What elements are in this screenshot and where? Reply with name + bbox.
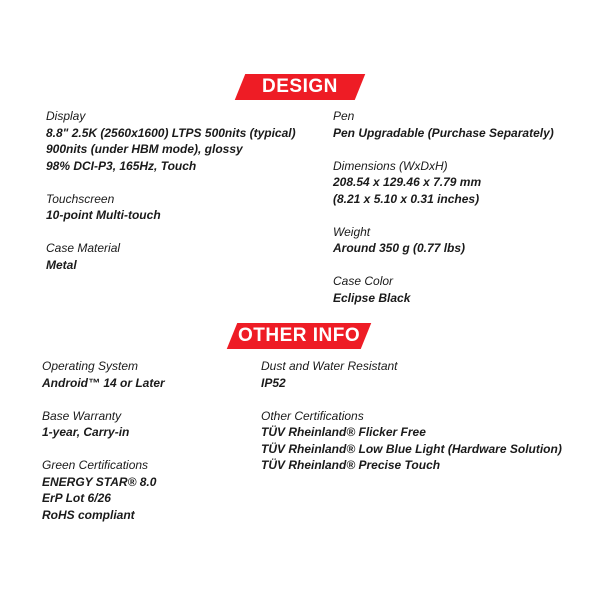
spec-value: Android™ 14 or Later [42, 375, 165, 390]
spec-group [261, 408, 562, 474]
spec-group [46, 191, 296, 224]
spec-label: Case Material [46, 241, 121, 255]
other-info-heading: OTHER INFO [237, 325, 361, 346]
spec-value: 98% DCI-P3, 165Hz, Touch [46, 158, 197, 173]
spec-group [42, 457, 165, 523]
spec-label: Base Warranty [42, 408, 122, 423]
spec-value: 1-year, Carry-in [42, 425, 130, 439]
design-heading-banner [235, 74, 366, 100]
spec-value: TÜV Rheinland® Precise Touch [261, 458, 441, 472]
spec-group [42, 358, 165, 391]
spec-value: RoHS compliant [42, 507, 135, 522]
spec-label: Touchscreen [46, 191, 115, 206]
spec-value: 8.8" 2.5K (2560x1600) LTPS 500nits (typical) [46, 125, 296, 140]
other-info-right-column [261, 358, 562, 474]
design-left-column [46, 108, 296, 273]
other-info-heading-banner [227, 323, 372, 349]
spec-value: Eclipse Black [333, 290, 411, 305]
spec-group [333, 224, 554, 257]
spec-group [46, 240, 296, 273]
spec-group [261, 358, 562, 391]
spec-label: Green Certifications [42, 458, 149, 472]
spec-value: Around 350 g (0.77 lbs) [333, 241, 466, 255]
spec-value: ENERGY STAR® 8.0 [42, 474, 157, 489]
design-right-column [333, 108, 554, 306]
spec-value: Pen Upgradable (Purchase Separately) [333, 125, 554, 140]
spec-group [46, 108, 296, 174]
spec-label: Case Color [333, 274, 394, 288]
spec-value: 10-point Multi-touch [46, 208, 161, 222]
spec-label: Dust and Water Resistant [261, 359, 398, 373]
spec-value: TÜV Rheinland® Low Blue Light (Hardware Solution) [261, 441, 562, 456]
design-heading: DESIGN [262, 76, 338, 97]
spec-value: Metal [46, 257, 77, 272]
spec-value: TÜV Rheinland® Flicker Free [261, 425, 426, 439]
spec-label: Weight [333, 224, 371, 239]
spec-group [42, 408, 165, 441]
spec-label: Other Certifications [261, 408, 364, 423]
spec-group [333, 158, 554, 208]
spec-label: Operating System [42, 359, 139, 373]
spec-value: (8.21 x 5.10 x 0.31 inches) [333, 191, 480, 206]
spec-group [333, 108, 554, 141]
spec-value: ErP Lot 6/26 [42, 491, 111, 505]
spec-label: Display [46, 109, 86, 123]
spec-value: 208.54 x 129.46 x 7.79 mm [333, 175, 482, 189]
spec-label: Pen [333, 109, 355, 123]
spec-label: Dimensions (WxDxH) [333, 158, 448, 173]
spec-group [333, 273, 554, 306]
other-info-left-column [42, 358, 165, 523]
spec-value: IP52 [261, 375, 286, 390]
spec-value: 900nits (under HBM mode), glossy [46, 142, 243, 156]
